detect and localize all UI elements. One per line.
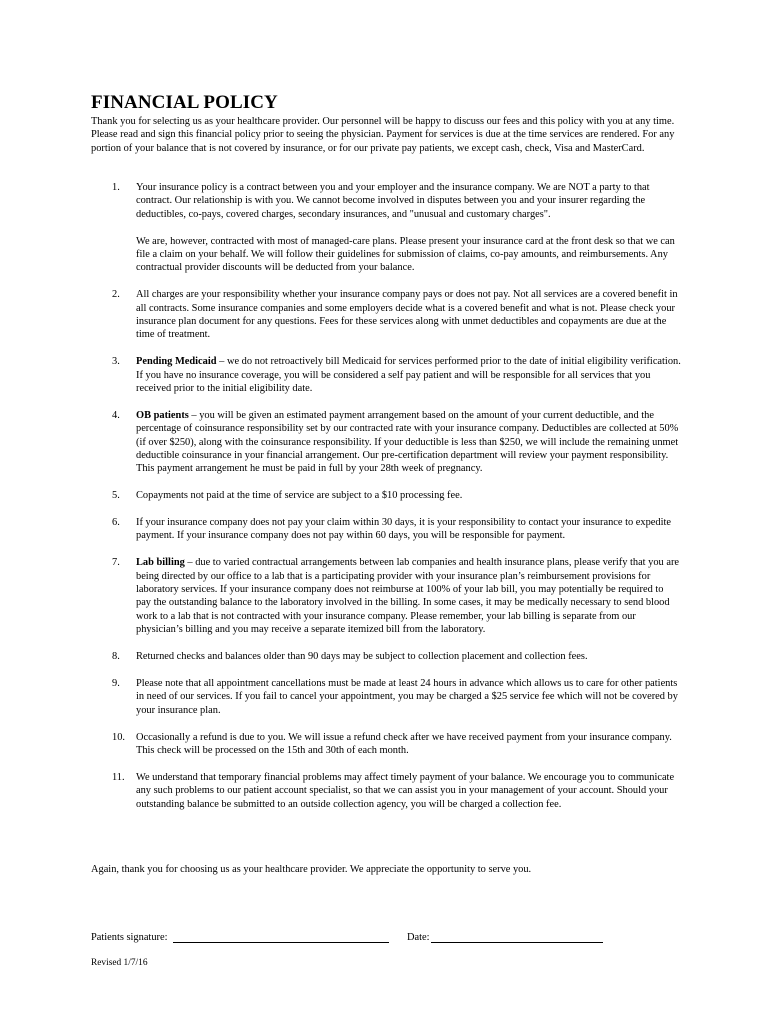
item-number: 2.: [112, 289, 120, 301]
item-number: 3.: [112, 356, 120, 368]
list-item: [91, 288, 681, 342]
item-text: Copayments not paid at the time of service are subject to a $10 processing fee.: [136, 490, 463, 502]
item-text: Your insurance policy is a contract between you and your employer and the insurance company. We are NOT a party to that contract. Our relationship is with you. We cannot become involved in disputes between you and your insurer regarding the deductibles, co-pays, covered charges, secondary insurances, and "unusual and customary charges".: [136, 182, 650, 220]
item-number: 9.: [112, 677, 120, 689]
signature-label: Patients signature:: [91, 932, 168, 943]
list-item: [91, 771, 681, 811]
item-number: 7.: [112, 557, 120, 569]
closing-paragraph: Again, thank you for choosing us as your healthcare provider. We appreciate the opportunity to serve you.: [91, 864, 532, 875]
item-number: 8.: [112, 651, 120, 663]
list-item: [91, 556, 681, 636]
list-item: [91, 181, 681, 275]
item-number: 5.: [112, 490, 120, 502]
item-number: 10.: [112, 731, 125, 743]
item-heading: Lab billing: [136, 557, 185, 569]
date-line[interactable]: [431, 942, 603, 943]
item-number: 4.: [112, 409, 120, 421]
list-item: [91, 516, 681, 543]
item-text: – you will be given an estimated payment arrangement based on the amount of your current deductible, and the percentage of coinsurance responsibility set by our contracted rate with your insurance company. Deductibles are collected at 50% (if over $250), along with the coinsurance responsibility. If your deductible is less than $250, we will include the remaining unmet deductible coinsurance in your financial arrangement. Our pre-certification department will review your payment responsibility. This payment arrangement he must be paid in full by your 28th week of pregnancy.: [136, 409, 679, 475]
list-item: [91, 409, 681, 476]
list-item: [91, 677, 681, 717]
list-item: [91, 650, 681, 663]
list-item: [91, 355, 681, 395]
revision-note: Revised 1/7/16: [91, 958, 148, 968]
policy-list: [91, 181, 681, 824]
item-number: 11.: [112, 771, 125, 783]
document-title: FINANCIAL POLICY: [91, 92, 278, 113]
item-text: Returned checks and balances older than 90 days may be subject to collection placement and collection fees.: [136, 651, 588, 663]
item-heading: Pending Medicaid: [136, 356, 217, 368]
item-number: 6.: [112, 517, 120, 529]
date-label: Date:: [407, 932, 430, 943]
item-text: We understand that temporary financial problems may affect timely payment of your balance. We encourage you to communicate any such problems to our patient account specialist, so that we can assist you in your management of your account. Should your outstanding balance be submitted to an outside collection agency, you will be charged a collection fee.: [136, 771, 675, 810]
item-text-continued: We are, however, contracted with most of managed-care plans. Please present your insurance card at the front desk so that we can file a claim on your behalf. We will follow their guidelines for submission of claims, co-pay amounts, and reimbursements. Any contractual provider discounts will be deducted from your balance.: [136, 235, 675, 274]
signature-line[interactable]: [173, 942, 389, 943]
item-text: Occasionally a refund is due to you. We will issue a refund check after we have received payment from your insurance company. This check will be processed on the 15th and 30th of each month.: [136, 731, 672, 756]
item-heading: OB patients: [136, 409, 189, 421]
item-number: 1.: [112, 182, 120, 193]
item-text: All charges are your responsibility whether your insurance company pays or does not pay. Not all services are a covered benefit in all contracts. Some insurance companies and some employers decide what is a covered benefit and what is not. Please check your insurance plan document for any questions. Fees for these services along with unmet deductibles and copayments are due at the time of treatment.: [136, 289, 678, 341]
item-text: – due to varied contractual arrangements between lab companies and health insurance plans, please verify that you are being directed by our office to a lab that is a participating provider with your insurance plan’s reimbursement provisions for laboratory services. If your insurance company does not reimburse at 100% of your lab bill, you may potentially be required to pay the outstanding balance to the laboratory involved in the billing. In some cases, it may be medically necessary to send blood work to a lab that is not contracted with your insurance company. Please remember, your lab billing is separate from our physician’s billing and you may receive a separate itemized bill from the laboratory.: [136, 557, 680, 636]
list-item: [91, 489, 681, 502]
item-text: – we do not retroactively bill Medicaid for services performed prior to the date of initial eligibility verification. If you have no insurance coverage, you will be considered a self pay patient and will be responsible for all services that you received prior to the initial eligibility date.: [136, 356, 681, 395]
intro-paragraph: Thank you for selecting us as your healthcare provider. Our personnel will be happy to discuss our fees and this policy with you at any time. Please read and sign this financial policy prior to seeing the physician. Payment for services is due at the time services are rendered. For any portion of your balance that is not covered by insurance, or for our private pay patients, we except cash, check, Visa and MasterCard.: [91, 116, 675, 154]
list-item: [91, 731, 681, 758]
item-text: If your insurance company does not pay your claim within 30 days, it is your responsibility to contact your insurance to expedite payment. If your insurance company does not pay within 60 days, you will be responsible for payment.: [136, 517, 671, 542]
item-text: Please note that all appointment cancellations must be made at least 24 hours in advance which allows us to care for other patients in need of our services. If you fail to cancel your appointment, you may be charged a $25 service fee which will not be covered by your insurance plan.: [136, 677, 678, 716]
